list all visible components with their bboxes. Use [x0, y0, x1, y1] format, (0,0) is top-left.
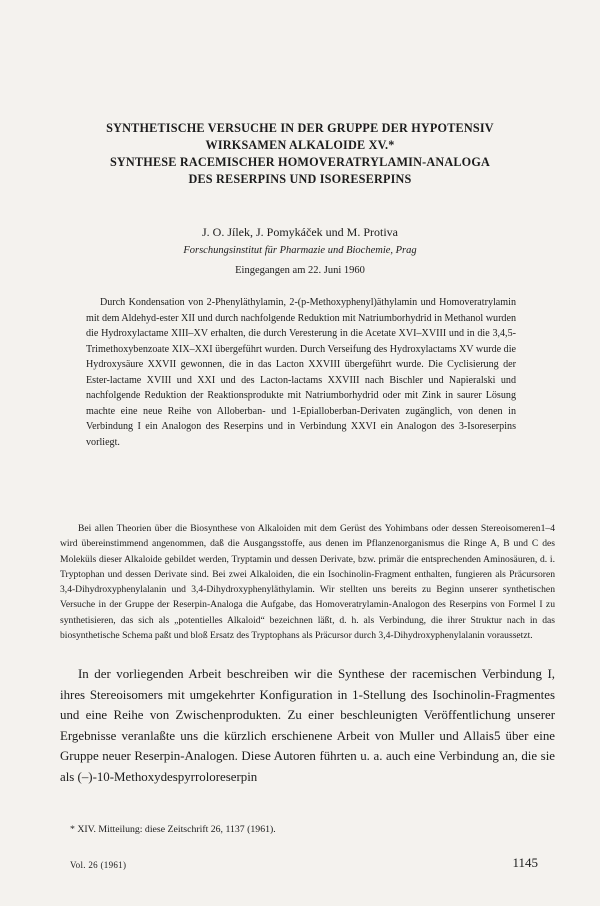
- institution: Forschungsinstitut für Pharmazie und Biochemie, Prag: [183, 245, 417, 256]
- page-number: 1145: [512, 855, 538, 870]
- volume-footer: Vol. 26 (1961): [70, 860, 127, 870]
- footnote: * XIV. Mitteilung: diese Zeitschrift 26, 1137 (1961).: [70, 824, 276, 835]
- title-line-2: WIRKSAMEN ALKALOIDE XV.*: [205, 138, 395, 152]
- authors: J. O. Jílek, J. Pomykáček und M. Protiva: [202, 225, 398, 239]
- intro-text: Bei allen Theorien über die Biosynthese von Alkaloiden mit dem Gerüst des Yohimbans oder dessen Stereoisomeren1–4 wird übereinstimmend angenommen, daß die Ausgangsstoffe, aus denen im Pflanzenorganismus die Ringe A, B und C des Moleküls dieser Alkaloide gebildet werden, Tryptamin und dessen Derivate, bzw. primär die entsprechenden Aminosäuren, d. i. Tryptophan und dessen Derivate sind. Bei zwei Alkaloiden, die ein Isochinolin-Fragment enthalten, fungieren als Präcursoren 3,4-Dihydroxyphenylalanin und 3,4-Dihydroxyphenyläthylamin. Wir stellten uns bereits zu Beginn unserer synthetischen Versuche in der Gruppe der Reserpin-Analoga die Aufgabe, das Homoveratrylamin-Analogon des Reserpins von Formel I zu synthetisieren, das sich als „potentielles Alkaloid“ bezeichnen läßt, d. h. als Verbindung, die ihrer Struktur nach in das biosynthetische Schema paßt und bloß Ersatz des Tryptophans als Präcursor durch 3,4-Dihydroxyphenylalanin voraussetzt.: [60, 523, 555, 642]
- title-line-1: SYNTHETISCHE VERSUCHE IN DER GRUPPE DER HYPOTENSIV: [106, 121, 494, 135]
- abstract: [86, 295, 516, 450]
- abstract-text: Durch Kondensation von 2-Phenyläthylamin, 2-(p-Methoxyphenyl)äthylamin und Homoveratrylamin mit dem Aldehyd-ester XII und durch nachfolgende Reduktion mit Natriumborhydrid in Methanol wurden die Hydroxylactame XIII–XV erhalten, die durch Veresterung in die Acetate XVI–XVIII und in die 3,4,5-Trimethoxybenzoate XIX–XXI übergeführt wurden. Durch Verseifung des Hydroxylactams XV wurde die Hydroxysäure XXVII gewonnen, die in das Lacton XXVIII übergeführt wurde. Die Cyclisierung der Ester-lactame XVIII und XXI und des Lacton-lactams XXVIII nach Bischler und Napieralski und nachfolgende Reduktion der Reaktionsprodukte mit Natriumborhydrid oder mit Zink in saurer Lösung machte eine neue Reihe von Alloberban- und 1-Epialloberban-Derivaten zugänglich, von denen in Verbindung I ein Analogon des Reserpins und in Verbindung XXVI ein Analogon des 3-Isoreserpins vorliegt.: [86, 297, 517, 448]
- title-line-4: DES RESERPINS UND ISORESERPINS: [188, 172, 412, 186]
- article-title: [40, 120, 560, 188]
- intro-paragraph: [60, 521, 555, 643]
- title-line-3: SYNTHESE RACEMISCHER HOMOVERATRYLAMIN-ANALOGA: [109, 155, 491, 169]
- received-date: Eingegangen am 22. Juni 1960: [235, 265, 365, 276]
- body-text: In der vorliegenden Arbeit beschreiben wir die Synthese der racemischen Verbindung I, ihres Stereoisomers mit umgekehrter Konfiguration in 1-Stellung des Isochinolin-Fragmentes und eine Reihe von Zwischenprodukten. Zu einer beschleunigten Veröffentlichung unserer Ergebnisse veranlaßte uns die kürzlich erschienene Arbeit von Muller und Allais5 über eine Gruppe neuer Reserpin-Analogen. Diese Autoren führten u. a. auch eine Verbindung an, die sie als (–)-10-Methoxydespyrroloreserpin: [60, 667, 555, 784]
- body-paragraph: [60, 664, 555, 787]
